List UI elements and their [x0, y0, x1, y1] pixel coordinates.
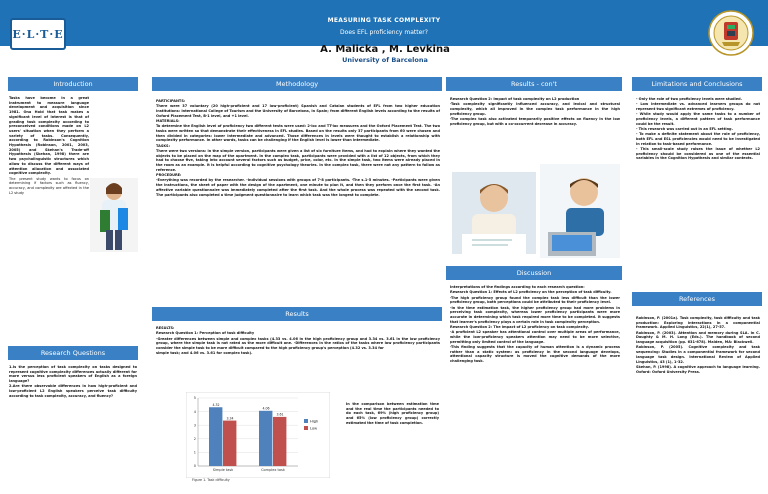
limitation-3: - While study would apply the same tasks to a number of proficiency levels, a different pattern of task performance could be the result.: [636, 112, 760, 126]
introduction-text: [9, 96, 89, 196]
y-tick-label: 3: [193, 423, 196, 428]
data-label: 3.34: [226, 416, 234, 421]
category-label: Simple task: [212, 468, 234, 472]
results-label: RESULTS:: [156, 326, 175, 330]
poster-header: [0, 0, 768, 66]
reference-3: Robinson, P. (2005). Cognitive complexity and task sequencing: Studies in a componential framework for second language task design. International Review of Applied Linguistics, 43 (1), 1-32.: [636, 345, 760, 364]
legend-label: Low: [310, 426, 318, 431]
task-difficulty-chart: [186, 392, 330, 478]
intro-paragraph-2: The present study wants to focus on determining if factors such as fluency, accuracy, and complexity are affected in the L2 study: [9, 176, 89, 195]
tasks-text: There were two versions: in the simple version, participants were given a list of six furniture items, and had to explain where they wanted the objects to be placed on the map of the apartment. In the complex task, participants were provided with a list of 12 objects, from which they had to choose five, taking into account several factors such as budget, price, color, etc. In the simple task, two items were already placed in the room as an example. It is helpful according to cognitive psychology theories. In the complex task, there were not any pattern to follow as reference.: [156, 149, 440, 172]
limitations-text: [636, 97, 760, 162]
discussion-heading: [446, 266, 622, 280]
limitations-heading-label: Limitations and Conclusions: [651, 80, 743, 88]
introduction-heading: [8, 77, 138, 91]
discussion-heading-label: Discussion: [516, 269, 552, 277]
bar-low: [223, 421, 236, 466]
tasks-label: TASKS:: [156, 143, 170, 148]
references-heading: [632, 292, 762, 306]
references-heading-label: References: [678, 295, 716, 303]
results-cont-heading-label: Results - con't: [511, 80, 557, 88]
results-text: [156, 326, 440, 357]
time-estimation-text: In the comparison between estimation time and the real time the participants needed to do each task, 69% (high proficiency group) and 65% (low proficiency group) correctly estimated the time of task completion.: [346, 402, 439, 425]
results-cont-heading: [446, 77, 622, 91]
data-label: 4.06: [262, 406, 270, 411]
results-cont-paragraph-2: -The complex task also activated temporarily positive effects on fluency in the low proficiency group, but with a co-occurrent decrease in accuracy.: [450, 117, 620, 126]
participants-label: PARTICIPANTS:: [156, 99, 186, 103]
references-text: [636, 316, 760, 375]
y-tick-label: 5: [193, 396, 196, 401]
limitation-5: - To make a definite statement about the role of proficiency, both EFL and ESL proficiencies would need to be investigated in relation to task-based performance.: [636, 132, 760, 146]
poster-subtitle: Does EFL proficiency matter?: [340, 29, 428, 36]
reference-2: Robinson, P. (2003). Attention and memory during SLA. In C. Doughty & M. H. Long (Eds.). The handbook of second language acquisition (pp. 631-678). Malden, MA: Blackwell.: [636, 330, 760, 345]
research-question-2: 2.Are there observable differences in how high-proficient and low-proficient L2 English speakers perceive task difficulty according to task complexity, accuracy, and fluency?: [9, 384, 137, 398]
research-questions-text: [9, 365, 137, 399]
research-question-1: 1.Is the perception of task complexity on tasks designed to represent cognitive complexity differences actually different for more versus less proficient speakers of English as a foreign language?: [9, 365, 137, 384]
results-tail: simple task; and 4.06 vs. 3.61 for complex task).: [156, 351, 253, 356]
affiliation: University of Barcelona: [342, 56, 428, 64]
discussion-q1-heading: Research Question 1: Effects of L2 proficiency on the perception of task difficulty.: [450, 290, 612, 295]
limitations-heading: [632, 77, 762, 91]
discussion-paragraph-3: -A proficient L2 speaker has attentional control over multiple areas of performance, while the low-proficiency speakers attention may need to be more selective, permitting only limited control of the language.: [450, 330, 620, 344]
research-questions-heading: [8, 346, 138, 360]
discussion-q2-heading: Research Question 2: The impact of L2 proficiency on task complexity.: [450, 325, 589, 329]
limitation-4: - This research was carried out in an EFL setting.: [636, 127, 733, 131]
students-photo: [90, 178, 138, 252]
reference-4: Skehan, P. (1998). A cognitive approach to language learning. Oxford: Oxford University Press.: [636, 364, 760, 374]
discussion-paragraph-1: -The high proficiency group found the complex task less difficult than the lower proficiency group, both perceptions could be attributed to their proficiency level.: [450, 295, 620, 305]
legend-label: High: [310, 419, 319, 424]
results-side-text: [346, 402, 439, 426]
results-bullets: -Greater differences between simple and complex tasks (4.33 vs. 4.06 in the high proficiency group and 3.34 vs. 3.61 in the low proficiency group, where the simple task is not rated as the more difficult one. -Differences in the ratios of the tasks where low proficiency participants consider the simple task to be more difficult compared to the high proficiency group's perception (4.32 vs. 3.34 for: [156, 336, 440, 350]
legend-swatch: [304, 426, 308, 430]
intro-paragraph-1: Tasks have become in a great instrument to measure language development and acquisition since 1981. Ona Hold that task makes a significant level of interest is that of grading task complexity according to preconceived conditions made on L2 users' situation when they perform a variety of tasks. Consequently, according to Robinson's Cognition Hypothesis (Robinson, 2001, 2003, 2005) and Skehan's Trade-off Hypothesis (Skehan, 1998) there are two psycholinguistic structures which allow to discuss the different ways of attention allocation and associated cognitive complexity.: [9, 96, 89, 176]
results-q2-heading: Research Question 2: Impact of task complexity on L2 production: [450, 97, 580, 101]
materials-text: To determine the English level of proficiency two different tests were used: 2-loc and TT-loc measures and the Oxford Placement Test. The two tasks were written so that demonstrate their effectiveness in EFL studies. Based on the results only 37 participants from 60 were chosen and then divided in categories: lower intermediate and advanced. Those differences in levels were thought to establish a relationship with complexity performance. In other words, tasks can be challenging if the English level is lower than intermediate.: [156, 124, 440, 143]
chart-frame: [186, 392, 330, 478]
limitation-6: - This small-scale study raises the issue of whether L2 proficiency should be considered as one of the essential variables in the Cognition Hypothesis and similar contexts.: [636, 147, 760, 161]
bar-high: [259, 411, 272, 466]
figure-caption: Figure 1. Task difficulty: [192, 478, 230, 482]
y-tick-label: 1: [193, 450, 196, 455]
results-q1-heading: Research Question 1: Perception of task difficulty: [156, 331, 255, 336]
legend-swatch: [304, 419, 308, 423]
y-tick-label: 0: [193, 464, 196, 469]
bar-high: [209, 407, 222, 466]
reference-1: Robinson, P. (2001a). Task complexity, task difficulty and task production: Exploring interactions in a componential framework. Applied Linguistics, 22(1), 27-57.: [636, 316, 760, 330]
discussion-paragraph-4: -This finding suggests that the capacity of human attention is a dynamic process rather than a static system: as proficiency in the second language develops, attentional capacity structure is moved the cognitive demands of the more challenging task.: [450, 345, 620, 364]
results-cont-paragraph-1: -Task complexity significantly influenced accuracy, and lexical and structural complexity, which all improved in the complex task performance in the high proficiency group.: [450, 102, 620, 116]
procedure-label: PROCEDURE:: [156, 173, 182, 178]
category-label: Complex task: [261, 468, 285, 472]
discussion-paragraph-2: -In the time estimation task, the higher proficiency group had more problems in perceiving task complexity, whereas lower proficiency participants were more accurate in determining which task required more time to be completed. It suggests that learner's proficiency plays a certain role in task complexity perception.: [450, 305, 620, 324]
limitation-2: - Low intermediate vs. advanced learners groups do not represent two significant extremes of proficiency.: [636, 102, 760, 111]
child-writing-photo: [452, 172, 536, 254]
methodology-heading-label: Methodology: [275, 80, 319, 88]
elte-logo: E·L·T·E: [10, 18, 66, 50]
methodology-text: [156, 99, 440, 198]
discussion-text: [450, 285, 620, 364]
results-heading: [152, 307, 442, 321]
participants-text: There were 37 voluntary (20 high-proficient and 17 low-proficient) Spanish and Catalan students of EFL from two higher education institutions: International College of Tourism and the University of Barcelona, in Spain; from different English levels according to the results of Oxford Placement Test, B-1 level, and +1 level.: [156, 104, 440, 118]
limitation-1: - Only the role of two proficiency levels were studied.: [636, 97, 742, 101]
results-heading-label: Results: [285, 310, 309, 318]
authors: A. Malicka , M. Levkina: [320, 44, 450, 55]
methodology-heading: [152, 77, 442, 91]
data-label: 4.32: [212, 403, 220, 408]
introduction-heading-label: Introduction: [53, 80, 93, 88]
research-questions-heading-label: Research Questions: [40, 349, 106, 357]
poster-title: MEASURING TASK COMPLEXITY: [327, 17, 441, 24]
materials-label: MATERIALS:: [156, 119, 180, 123]
boy-laptop-photo: [540, 164, 620, 258]
bar-low: [273, 417, 286, 466]
procedure-text: -Everything was recorded by the researcher. -Individual sessions with groups of 7-8 participants. -The s.1-5 minutes. -Participants were given the instructions, the sheet of paper with the design of the apartment, one minute to plan it, and then they perform once the first task. -An affective variable questionnaire was immediately completed after the first task. And the whole process was repeated with the second task. The participants also completed a time judgment questionnaire to learn which task was the longest to complete.: [156, 178, 440, 197]
data-label: 3.61: [276, 412, 284, 417]
y-tick-label: 4: [193, 409, 196, 414]
results-cont-text: [450, 97, 620, 127]
y-tick-label: 2: [193, 437, 196, 441]
discussion-intro: Interpretations of the findings according to each research question:: [450, 285, 585, 289]
